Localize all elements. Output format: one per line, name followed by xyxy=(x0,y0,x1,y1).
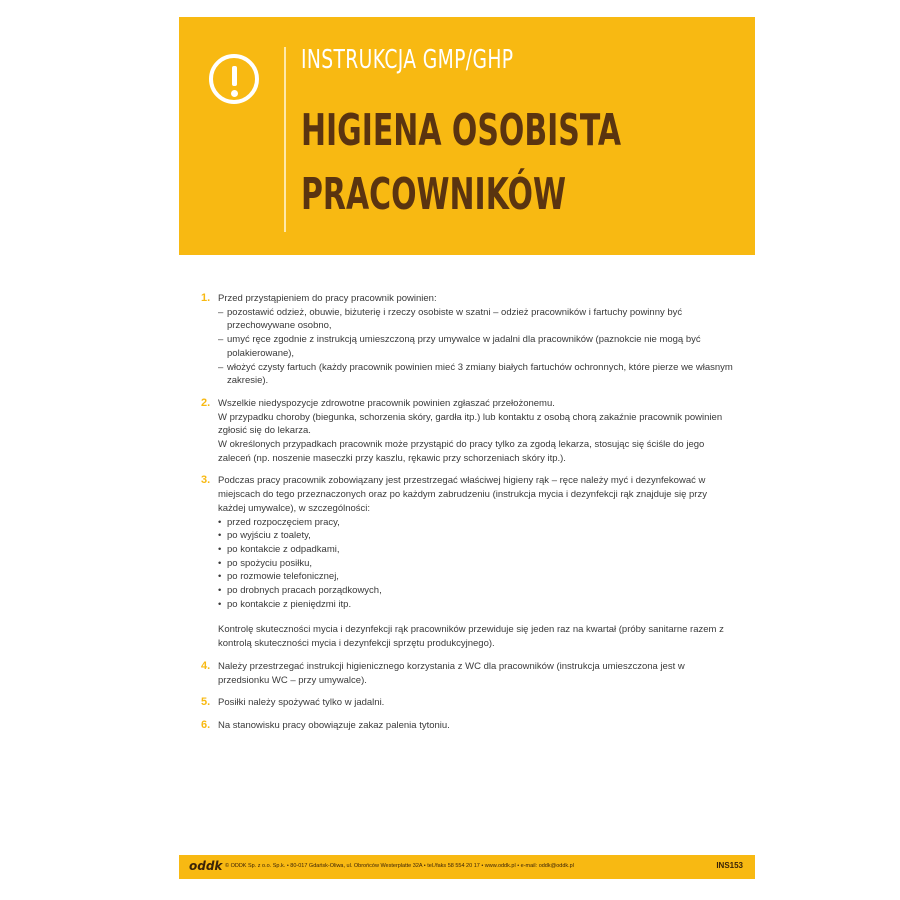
poster-footer xyxy=(179,855,755,879)
item-intro: Przed przystąpieniem do pracy pracownik powinien: xyxy=(218,293,437,304)
list-item: • po spożyciu posiłku, xyxy=(218,557,313,569)
instruction-item-5 xyxy=(201,696,736,710)
item-number: 1. xyxy=(201,292,211,304)
list-item: – umyć ręce zgodnie z instrukcją umieszczoną przy umywalce w jadalni dla pracowników (paznokcie nie mogą być polakierowane), xyxy=(218,334,701,359)
item-paragraph: W określonych przypadkach pracownik może przystąpić do pracy tylko za zgodą lekarza, stosując się ściśle do jego zaleceń (np. noszenie maseczki przy kaszlu, rękawic przy schorzeniach skóry itp.). xyxy=(218,439,705,464)
item-intro: Podczas pracy pracownik zobowiązany jest przestrzegać właściwej higieny rąk – ręce należy myć i dezynfekować w miejscach do tego przeznaczonych oraz po każdym zabrudzeniu (instrukcja mycia i dezynfekcji rąk znajduje się przy każdej umywalce), w szczególności: xyxy=(218,475,707,514)
item-text: Na stanowisku pracy obowiązuje zakaz palenia tytoniu. xyxy=(218,719,450,731)
document-code: INS153 xyxy=(716,861,743,870)
item-text: Posiłki należy spożywać tylko w jadalni. xyxy=(218,697,385,709)
instruction-item-1 xyxy=(201,292,736,388)
item-number: 6. xyxy=(201,718,211,731)
list-item: • po drobnych pracach porządkowych, xyxy=(218,585,382,597)
poster-title-line-1: HIGIENA OSOBISTA xyxy=(301,105,622,156)
list-item: • po wyjściu z toalety, xyxy=(218,530,311,542)
item-outro: Kontrolę skuteczności mycia i dezynfekcji rąk pracowników przewiduje się jeden raz na kwartał (próby sanitarne razem z kontrolą skuteczności mycia i dezynfekcji sprzętu produkcyjnego). xyxy=(218,624,724,650)
item-number: 3. xyxy=(201,474,211,487)
list-item: • przed rozpoczęciem pracy, xyxy=(218,516,340,528)
dash-list xyxy=(218,306,736,388)
item-text: Należy przestrzegać instrukcji higienicznego korzystania z WC dla pracowników (instrukcja umieszczona jest w przedsionku WC – przy umywalce). xyxy=(218,660,685,686)
instruction-poster xyxy=(179,17,755,879)
bullet-list xyxy=(218,516,736,612)
instruction-item-6 xyxy=(201,719,736,733)
list-item: • po kontakcie z pieniędzmi itp. xyxy=(218,598,352,610)
instruction-list xyxy=(201,292,736,742)
list-item: – włożyć czysty fartuch (każdy pracownik powinien mieć 3 zmiany białych fartuchów ochronnych, które pierze we własnym zakresie). xyxy=(218,361,733,387)
item-number: 5. xyxy=(201,696,211,709)
poster-header xyxy=(179,17,755,255)
poster-title xyxy=(301,99,621,227)
poster-title-line-2: PRACOWNIKÓW xyxy=(301,169,566,220)
footer-address: © ODDK Sp. z o.o. Sp.k. • 80-017 Gdańsk-Oliwa, ul. Obrońców Westerplatte 32A • tel./faks 58 554 20 17 • www.oddk.pl • e-mail: oddk@oddk.pl xyxy=(225,863,574,869)
item-paragraph: W przypadku choroby (biegunka, schorzenia skóry, gardła itp.) lub kontaktu z osobą chorą zakaźnie pracownik powinien zgłosić się do lekarza. xyxy=(218,411,723,437)
instruction-item-2 xyxy=(201,397,736,466)
exclamation-circle-icon xyxy=(209,54,259,104)
instruction-item-4 xyxy=(201,660,736,687)
header-divider xyxy=(284,47,286,232)
oddk-logo: oddk xyxy=(189,859,223,873)
item-paragraph: Wszelkie niedyspozycje zdrowotne pracownik powinien zgłaszać przełożonemu. xyxy=(218,397,555,409)
list-item: – pozostawić odzież, obuwie, biżuterię i rzeczy osobiste w szatni – odzież pracowników i fartuchy powinny być przechowywane osobno, xyxy=(218,306,683,332)
instruction-item-3 xyxy=(201,474,736,650)
list-item: • po rozmowie telefonicznej, xyxy=(218,571,339,583)
list-item: • po kontakcie z odpadkami, xyxy=(218,543,340,555)
item-number: 4. xyxy=(201,659,211,672)
item-number: 2. xyxy=(201,396,211,409)
poster-kicker: INSTRUKCJA GMP/GHP xyxy=(301,45,514,75)
